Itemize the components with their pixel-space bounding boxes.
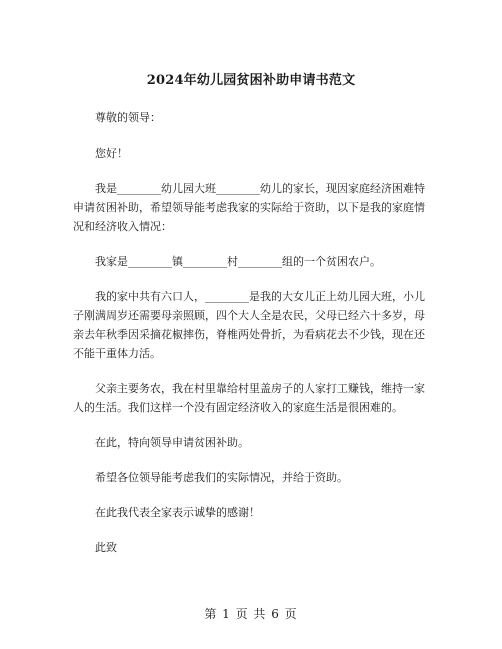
paragraph-request: 在此，特向领导申请贫困补助。 bbox=[95, 436, 249, 449]
greeting: 您好！ bbox=[95, 147, 128, 160]
paragraph-intro: 我是________幼儿园大班________幼儿的家长，现因家庭经济困难特申请贫困补助，希望领导能考虑我家的实际给于资助，以下是我的家庭情况和经济收入情况： bbox=[73, 182, 425, 233]
document-title: 2024年幼儿园贫困补助申请书范文 bbox=[146, 73, 356, 88]
paragraph-hope: 希望各位领导能考虑我们的实际情况，并给于资助。 bbox=[95, 471, 348, 484]
paragraph-thanks: 在此我代表全家表示诚挚的感谢！ bbox=[95, 506, 260, 519]
paragraph-address: 我家是________镇________村________组的一个贫困农户。 bbox=[95, 255, 381, 268]
paragraph-family: 我的家中共有六口人，________是我的大女儿正上幼儿园大班，小儿子刚满周岁还需要母亲照顾，四个大人全是农民，父母已经六十多岁，母亲去年秋季因采摘花椒摔伤，脊椎两处骨折，为看病花去不少钱，现在还不能干重体力活。 bbox=[73, 290, 425, 360]
paragraph-income: 父亲主要务农，我在村里靠给村里盖房子的人家打工赚钱，维持一家人的生活。我们这样一个没有固定经济收入的家庭生活是很困难的。 bbox=[73, 382, 425, 414]
closing: 此致 bbox=[95, 541, 117, 554]
page-number: 第 1 页 共 6 页 bbox=[204, 607, 298, 621]
salutation: 尊敬的领导： bbox=[95, 111, 161, 124]
document-body bbox=[73, 108, 429, 573]
